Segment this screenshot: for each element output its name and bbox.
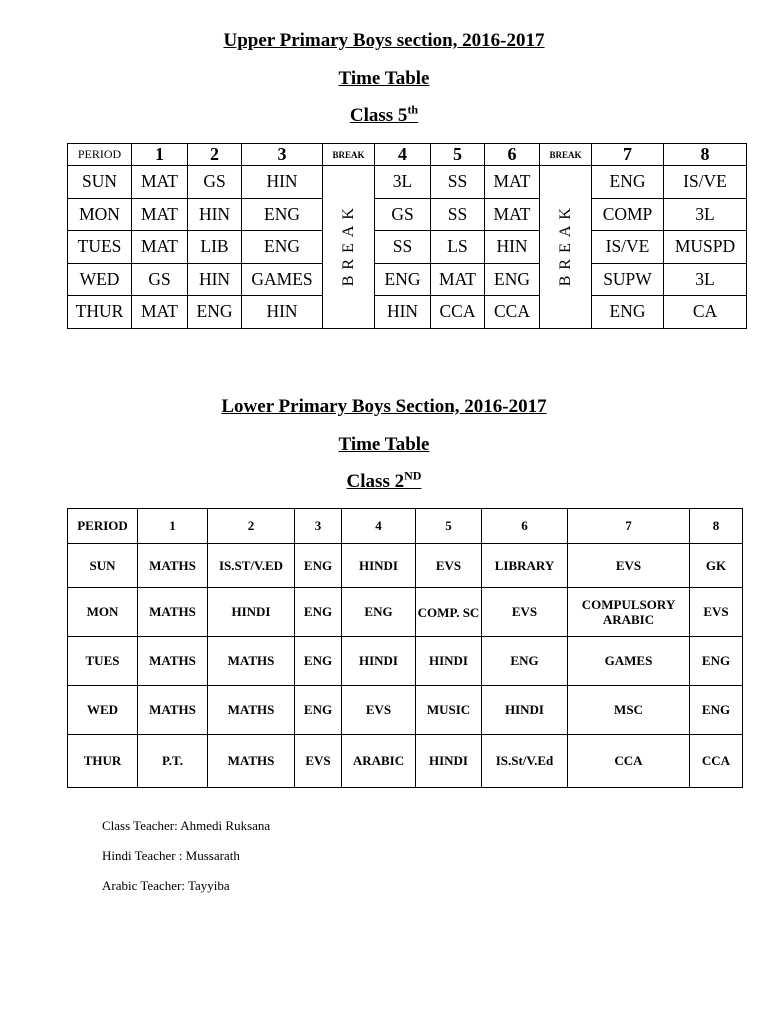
subject-cell: MATHS bbox=[138, 544, 208, 588]
day-cell: WED bbox=[68, 686, 138, 735]
subject-cell: CA bbox=[664, 296, 747, 329]
subject-cell: ENG bbox=[690, 637, 743, 686]
day-cell: MON bbox=[68, 588, 138, 637]
subject-cell: EVS bbox=[568, 544, 690, 588]
period-number: 6 bbox=[485, 144, 540, 166]
subject-cell: HIN bbox=[188, 263, 242, 296]
table-row bbox=[68, 544, 743, 588]
day-cell: WED bbox=[68, 263, 132, 296]
subject-cell: COMP. SC bbox=[416, 588, 482, 637]
subject-cell: HIN bbox=[188, 198, 242, 231]
subject-cell: ENG bbox=[592, 166, 664, 199]
subject-cell: 3L bbox=[664, 263, 747, 296]
subject-cell: MAT bbox=[132, 231, 188, 264]
day-cell: MON bbox=[68, 198, 132, 231]
subject-cell: P.T. bbox=[138, 735, 208, 788]
subject-cell: ENG bbox=[375, 263, 431, 296]
subject-cell: ENG bbox=[242, 231, 323, 264]
subject-cell: ARABIC bbox=[342, 735, 416, 788]
subject-cell: MSC bbox=[568, 686, 690, 735]
subject-cell: MAT bbox=[431, 263, 485, 296]
subject-cell: 3L bbox=[375, 166, 431, 199]
table-row bbox=[68, 263, 747, 296]
table-row bbox=[68, 166, 747, 199]
upper-subheading: Time Table bbox=[338, 68, 430, 89]
table-row bbox=[68, 686, 743, 735]
period-number: 1 bbox=[132, 144, 188, 166]
subject-cell: MUSPD bbox=[664, 231, 747, 264]
subject-cell: IS/VE bbox=[664, 166, 747, 199]
subject-cell: HINDI bbox=[342, 637, 416, 686]
subject-cell: MAT bbox=[132, 296, 188, 329]
lower-timetable bbox=[67, 508, 743, 788]
subject-cell: MATHS bbox=[138, 588, 208, 637]
period-number: 3 bbox=[242, 144, 323, 166]
period-number: 3 bbox=[295, 509, 342, 544]
break-header: BREAK bbox=[540, 144, 592, 166]
subject-cell: GS bbox=[132, 263, 188, 296]
subject-cell: HINDI bbox=[416, 735, 482, 788]
subject-cell: HIN bbox=[242, 166, 323, 199]
subject-cell: LIB bbox=[188, 231, 242, 264]
break-vertical-label: BREAK bbox=[339, 202, 357, 287]
subject-cell: HINDI bbox=[208, 588, 295, 637]
subject-cell: ENG bbox=[592, 296, 664, 329]
lower-header-row bbox=[68, 509, 743, 544]
subject-cell: HIN bbox=[242, 296, 323, 329]
subject-cell: SS bbox=[431, 198, 485, 231]
break-column bbox=[540, 166, 592, 329]
table-row bbox=[68, 296, 747, 329]
subject-cell: CCA bbox=[485, 296, 540, 329]
subject-cell: ENG bbox=[342, 588, 416, 637]
subject-cell: LIBRARY bbox=[482, 544, 568, 588]
subject-cell: GK bbox=[690, 544, 743, 588]
table-row bbox=[68, 588, 743, 637]
subject-cell: HIN bbox=[485, 231, 540, 264]
day-cell: SUN bbox=[68, 166, 132, 199]
break-column bbox=[323, 166, 375, 329]
subject-cell: ENG bbox=[295, 544, 342, 588]
subject-cell: HINDI bbox=[416, 637, 482, 686]
subject-cell: ENG bbox=[482, 637, 568, 686]
subject-cell: 3L bbox=[664, 198, 747, 231]
upper-class-label: Class 5th bbox=[349, 102, 419, 126]
table-row bbox=[68, 198, 747, 231]
subject-cell: IS/VE bbox=[592, 231, 664, 264]
subject-cell: EVS bbox=[416, 544, 482, 588]
subject-cell: CCA bbox=[568, 735, 690, 788]
subject-cell: ENG bbox=[295, 637, 342, 686]
subject-cell: EVS bbox=[482, 588, 568, 637]
period-number: 4 bbox=[375, 144, 431, 166]
table-row bbox=[68, 231, 747, 264]
subject-cell: ENG bbox=[188, 296, 242, 329]
subject-cell: LS bbox=[431, 231, 485, 264]
period-number: 1 bbox=[138, 509, 208, 544]
subject-cell: GAMES bbox=[242, 263, 323, 296]
day-cell: THUR bbox=[68, 735, 138, 788]
subject-cell: GS bbox=[188, 166, 242, 199]
subject-cell: SUPW bbox=[592, 263, 664, 296]
subject-cell: MATHS bbox=[208, 637, 295, 686]
upper-timetable bbox=[67, 143, 747, 329]
table-row bbox=[68, 735, 743, 788]
subject-cell: HINDI bbox=[342, 544, 416, 588]
subject-cell: ENG bbox=[485, 263, 540, 296]
subject-cell: SS bbox=[375, 231, 431, 264]
subject-cell: EVS bbox=[342, 686, 416, 735]
subject-cell: CCA bbox=[431, 296, 485, 329]
subject-cell: MAT bbox=[132, 198, 188, 231]
subject-cell: HIN bbox=[375, 296, 431, 329]
upper-heading: Upper Primary Boys section, 2016-2017 bbox=[223, 30, 545, 51]
day-cell: SUN bbox=[68, 544, 138, 588]
subject-cell: ENG bbox=[295, 588, 342, 637]
subject-cell: ENG bbox=[295, 686, 342, 735]
class-teacher-note: Class Teacher: Ahmedi Ruksana bbox=[102, 818, 271, 833]
break-header: BREAK bbox=[323, 144, 375, 166]
subject-cell: MATHS bbox=[208, 686, 295, 735]
subject-cell: COMP bbox=[592, 198, 664, 231]
period-header: PERIOD bbox=[68, 509, 138, 544]
arabic-teacher-note: Arabic Teacher: Tayyiba bbox=[102, 878, 230, 893]
subject-cell: ENG bbox=[242, 198, 323, 231]
subject-cell: MAT bbox=[485, 166, 540, 199]
period-header: PERIOD bbox=[68, 144, 132, 166]
subject-cell: COMPULSORY ARABIC bbox=[568, 588, 690, 637]
subject-cell: IS.St/V.Ed bbox=[482, 735, 568, 788]
lower-class-label: Class 2ND bbox=[346, 468, 422, 492]
subject-cell: MAT bbox=[485, 198, 540, 231]
period-number: 4 bbox=[342, 509, 416, 544]
subject-cell: MATHS bbox=[208, 735, 295, 788]
subject-cell: HINDI bbox=[482, 686, 568, 735]
period-number: 2 bbox=[208, 509, 295, 544]
period-number: 5 bbox=[416, 509, 482, 544]
break-vertical-label: BREAK bbox=[556, 202, 574, 287]
period-number: 8 bbox=[690, 509, 743, 544]
period-number: 8 bbox=[664, 144, 747, 166]
subject-cell: EVS bbox=[690, 588, 743, 637]
day-cell: THUR bbox=[68, 296, 132, 329]
subject-cell: GS bbox=[375, 198, 431, 231]
subject-cell: ENG bbox=[690, 686, 743, 735]
lower-subheading: Time Table bbox=[338, 434, 430, 455]
subject-cell: MUSIC bbox=[416, 686, 482, 735]
period-number: 7 bbox=[592, 144, 664, 166]
subject-cell: IS.ST/V.ED bbox=[208, 544, 295, 588]
hindi-teacher-note: Hindi Teacher : Mussarath bbox=[102, 848, 240, 863]
day-cell: TUES bbox=[68, 637, 138, 686]
subject-cell: MATHS bbox=[138, 686, 208, 735]
period-number: 5 bbox=[431, 144, 485, 166]
subject-cell: SS bbox=[431, 166, 485, 199]
period-number: 7 bbox=[568, 509, 690, 544]
lower-heading: Lower Primary Boys Section, 2016-2017 bbox=[221, 396, 547, 417]
period-number: 6 bbox=[482, 509, 568, 544]
subject-cell: CCA bbox=[690, 735, 743, 788]
subject-cell: EVS bbox=[295, 735, 342, 788]
subject-cell: MATHS bbox=[138, 637, 208, 686]
subject-cell: MAT bbox=[132, 166, 188, 199]
day-cell: TUES bbox=[68, 231, 132, 264]
period-number: 2 bbox=[188, 144, 242, 166]
table-row bbox=[68, 637, 743, 686]
subject-cell: GAMES bbox=[568, 637, 690, 686]
upper-header-row bbox=[68, 144, 747, 166]
